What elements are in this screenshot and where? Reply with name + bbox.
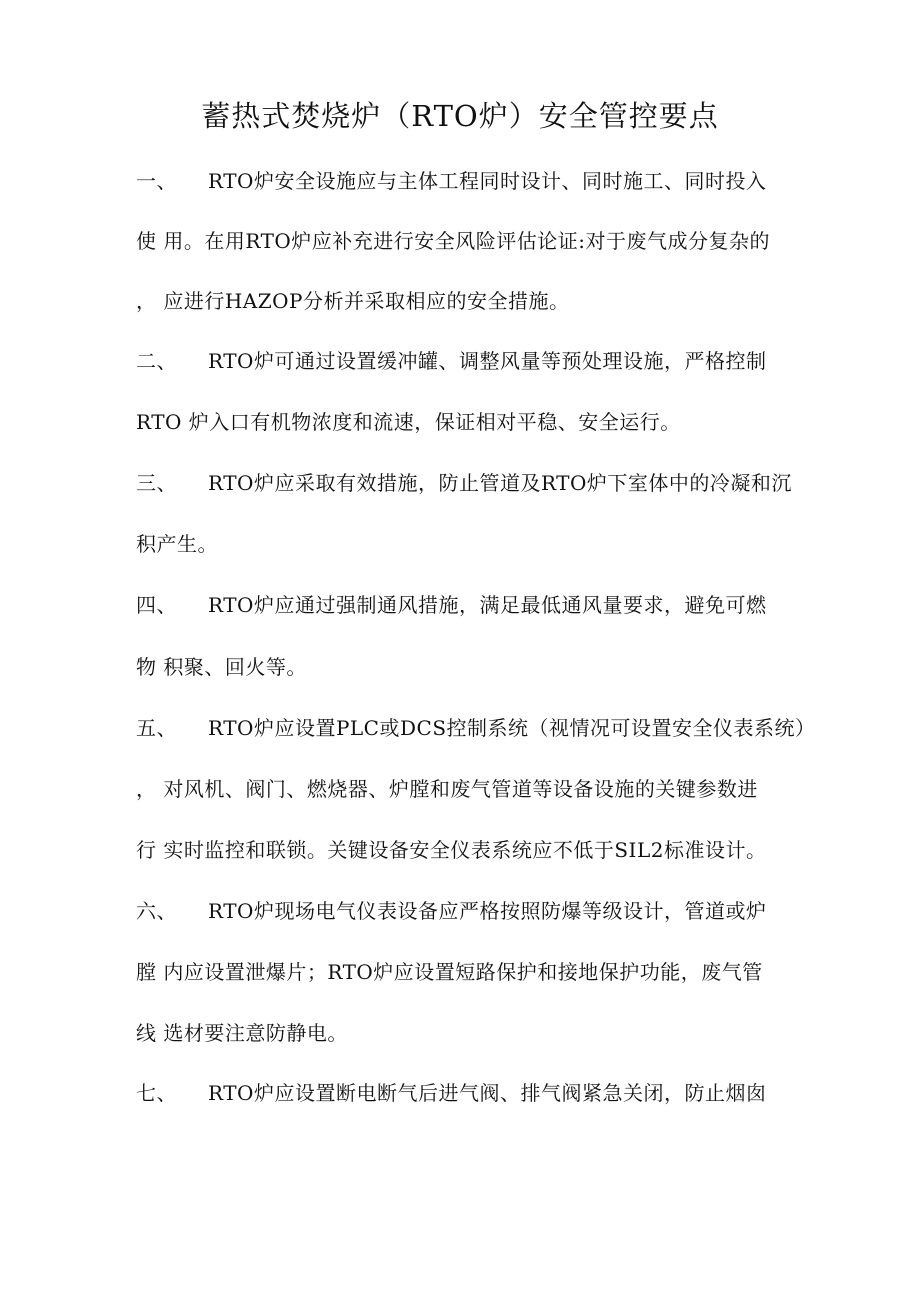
line-12 xyxy=(136,835,766,865)
line-14 xyxy=(136,957,763,987)
item-number: 二、 xyxy=(136,349,177,373)
line-3 xyxy=(136,286,570,316)
item-number: 三、 xyxy=(136,471,177,495)
line-2 xyxy=(136,226,770,256)
document-title: 蓄热式焚烧炉（RTO炉）安全管控要点 xyxy=(201,99,719,133)
line-text: ， 对风机、阀门、燃烧器、炉膛和废气管道等设备设施的关键参数进 xyxy=(136,777,758,801)
line-text: RTO炉应通过强制通风措施，满足最低通风量要求，避免可燃 xyxy=(208,593,767,617)
line-7 xyxy=(136,529,218,559)
line-text: ， 应进行HAZOP分析并采取相应的安全措施。 xyxy=(136,289,570,313)
line-text: 物 积聚、回火等。 xyxy=(136,655,307,679)
line-text: RTO炉应采取有效措施，防止管道及RTO炉下室体中的冷凝和沉 xyxy=(208,471,792,495)
line-text: RTO炉应设置PLC或DCS控制系统（视情况可设置安全仪表系统） xyxy=(208,716,816,740)
line-5 xyxy=(136,407,681,437)
line-text: 使 用。在用RTO炉应补充进行安全风险评估论证:对于废气成分复杂的 xyxy=(136,229,771,253)
item-number: 四、 xyxy=(136,593,177,617)
line-8 xyxy=(136,590,766,620)
line-10 xyxy=(136,713,816,743)
line-16 xyxy=(136,1078,766,1108)
line-text: RTO 炉入口有机物浓度和流速，保证相对平稳、安全运行。 xyxy=(136,410,681,434)
line-4 xyxy=(136,346,766,376)
line-text: RTO炉安全设施应与主体工程同时设计、同时施工、同时投入 xyxy=(208,169,767,193)
line-9 xyxy=(136,652,307,682)
line-text: RTO炉现场电气仪表设备应严格按照防爆等级设计，管道或炉 xyxy=(208,899,767,923)
item-number: 一、 xyxy=(136,169,177,193)
line-6 xyxy=(136,468,792,498)
line-11 xyxy=(136,774,758,804)
line-text: 线 选材要注意防静电。 xyxy=(136,1021,348,1045)
line-15 xyxy=(136,1018,348,1048)
item-number: 五、 xyxy=(136,716,177,740)
line-text: 膛 内应设置泄爆片；RTO炉应设置短路保护和接地保护功能，废气管 xyxy=(136,960,763,984)
line-13 xyxy=(136,896,766,926)
item-number: 六、 xyxy=(136,899,177,923)
line-text: 行 实时监控和联锁。关键设备安全仪表系统应不低于SIL2标准设计。 xyxy=(136,838,767,862)
line-text: 积产生。 xyxy=(136,532,218,556)
line-1 xyxy=(136,166,766,196)
line-text: RTO炉可通过设置缓冲罐、调整风量等预处理设施，严格控制 xyxy=(208,349,767,373)
item-number: 七、 xyxy=(136,1081,177,1105)
line-text: RTO炉应设置断电断气后进气阀、排气阀紧急关闭，防止烟囱 xyxy=(208,1081,767,1105)
